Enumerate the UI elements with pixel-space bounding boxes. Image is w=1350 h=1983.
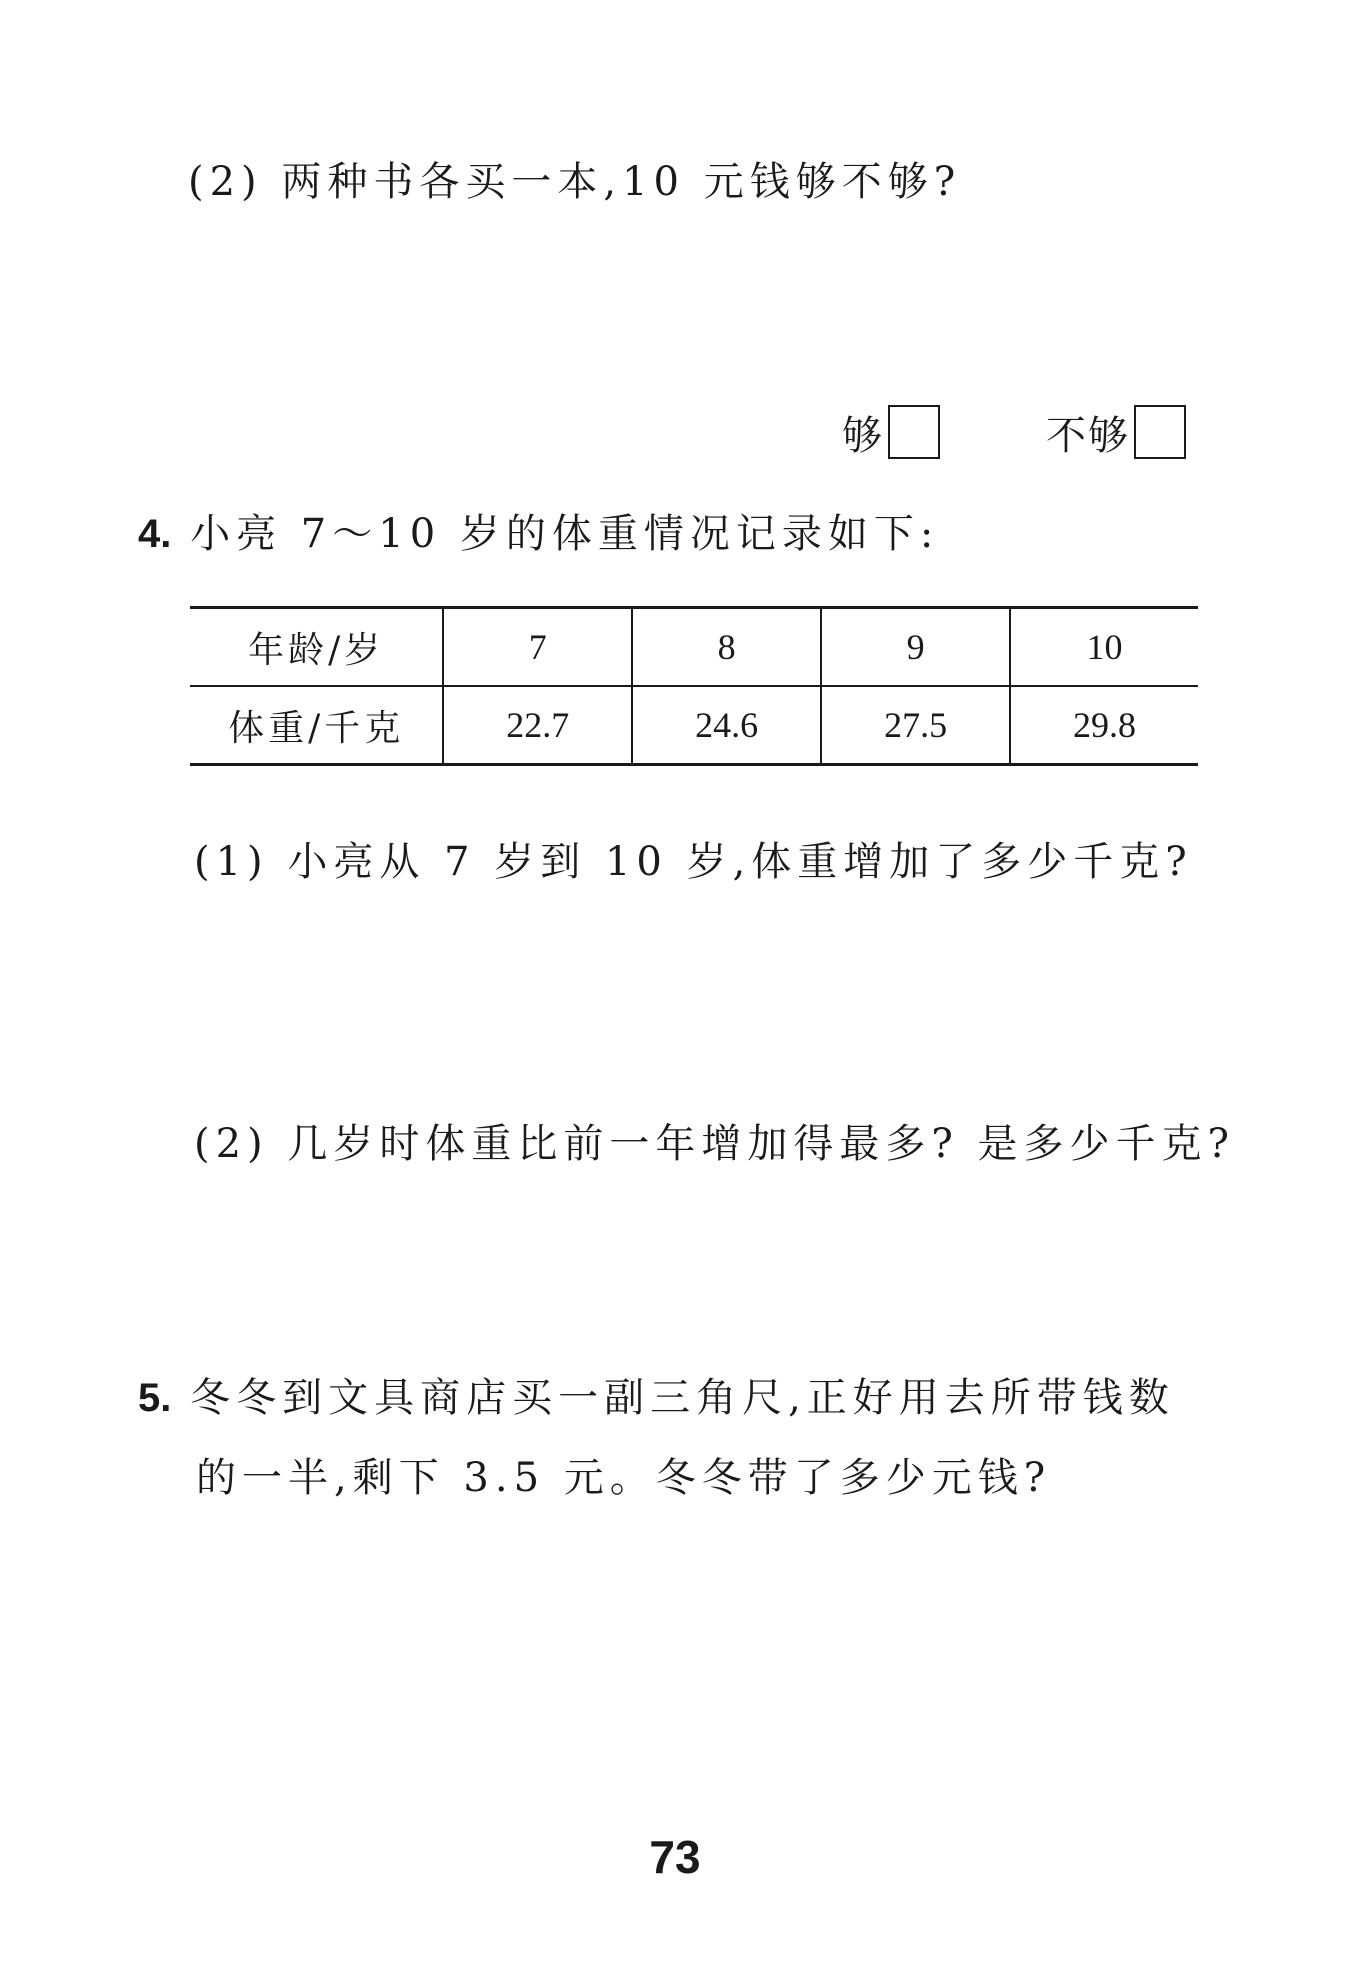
page-number: 73 xyxy=(649,1831,701,1883)
weight-cell: 24.6 xyxy=(632,686,821,765)
weight-row-header: 体重/千克 xyxy=(190,686,443,765)
age-row xyxy=(190,608,1198,687)
age-cell: 10 xyxy=(1010,608,1198,687)
option-enough[interactable] xyxy=(842,400,940,464)
question-5-line-2: 的一半,剩下 3.5 元。冬冬带了多少元钱? xyxy=(196,1455,1052,1501)
weight-cell: 27.5 xyxy=(821,686,1010,765)
question-4-part-2: (2) 几岁时体重比前一年增加得最多? 是多少千克? xyxy=(194,1121,1235,1167)
question-5 xyxy=(138,1366,1175,1423)
option-not-enough-label: 不够 xyxy=(1046,412,1130,459)
question-5-line-1: 冬冬到文具商店买一副三角尺,正好用去所带钱数 xyxy=(190,1375,1175,1421)
question-4-stem: 小亮 7～10 岁的体重情况记录如下: xyxy=(190,511,940,557)
weight-row xyxy=(190,686,1198,765)
answer-box-not-enough[interactable] xyxy=(1134,405,1186,459)
question-4 xyxy=(138,502,939,559)
option-not-enough[interactable] xyxy=(1046,400,1186,464)
age-cell: 7 xyxy=(443,608,632,687)
question-4-number: 4. xyxy=(138,512,172,556)
age-row-header: 年龄/岁 xyxy=(248,629,385,671)
question-4-part-1: (1) 小亮从 7 岁到 10 岁,体重增加了多少千克? xyxy=(194,839,1193,885)
answer-box-enough[interactable] xyxy=(888,405,940,459)
weight-table xyxy=(190,606,1198,766)
age-cell: 9 xyxy=(821,608,1010,687)
option-enough-label: 够 xyxy=(842,412,884,459)
question-5-number: 5. xyxy=(138,1376,172,1420)
weight-cell: 22.7 xyxy=(443,686,632,765)
weight-cell: 29.8 xyxy=(1010,686,1198,765)
question-3-part-2: (2) 两种书各买一本,10 元钱够不够? xyxy=(188,159,962,205)
age-cell: 8 xyxy=(632,608,821,687)
